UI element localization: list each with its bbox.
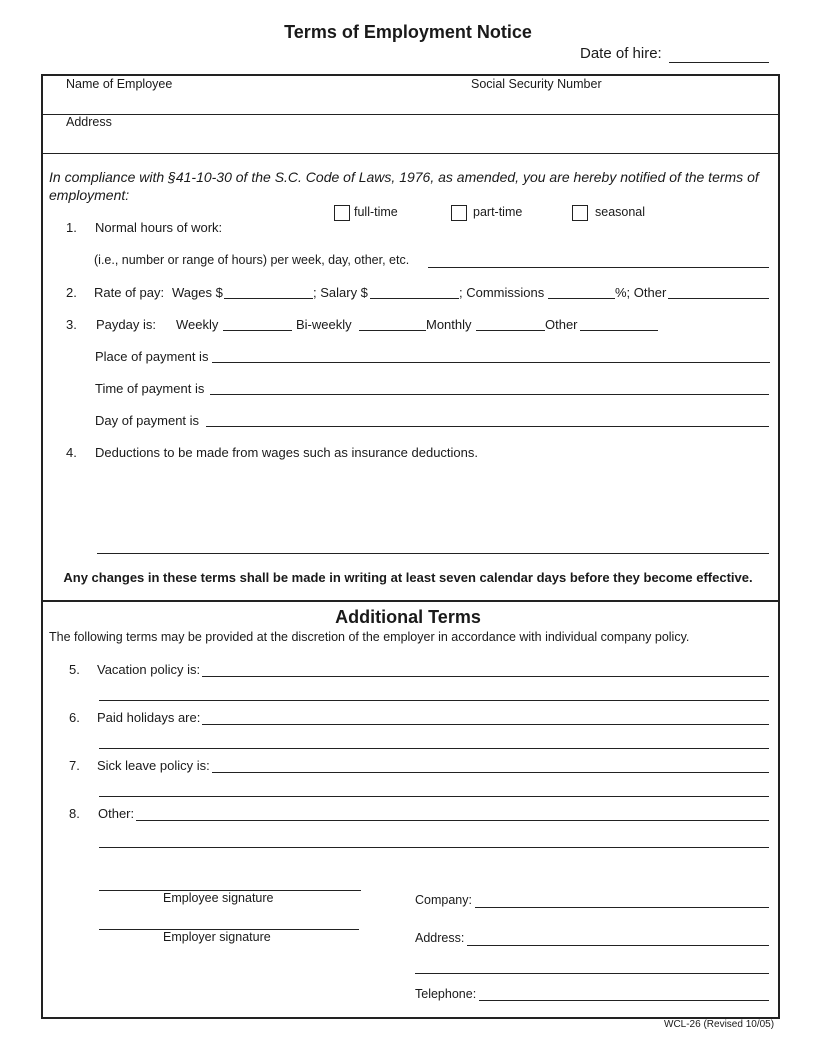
address-label: Address bbox=[66, 115, 112, 129]
seasonal-checkbox[interactable] bbox=[572, 205, 588, 221]
other-terms-field[interactable] bbox=[136, 820, 769, 821]
place-of-payment-field[interactable] bbox=[212, 362, 770, 363]
normal-hours-label: Normal hours of work: bbox=[95, 220, 223, 235]
item-number: 2. bbox=[66, 285, 77, 300]
rate-of-pay-label: Rate of pay: bbox=[94, 285, 165, 300]
compliance-text: In compliance with §41-10-30 of the S.C. Code of Laws, 1976, as amended, you are hereby notified of the terms of employment: bbox=[49, 169, 759, 203]
form-code: WCL-26 (Revised 10/05) bbox=[664, 1019, 775, 1030]
pay-other-field[interactable] bbox=[668, 298, 769, 299]
day-of-payment-field[interactable] bbox=[206, 426, 769, 427]
employer-signature-label: Employer signature bbox=[163, 930, 271, 944]
item-number: 6. bbox=[69, 710, 80, 725]
seasonal-label: seasonal bbox=[595, 205, 646, 219]
commissions-field[interactable] bbox=[548, 298, 615, 299]
item-number: 4. bbox=[66, 445, 77, 460]
full-time-checkbox[interactable] bbox=[334, 205, 350, 221]
divider bbox=[43, 153, 778, 154]
payday-other-field[interactable] bbox=[580, 330, 658, 331]
salary-label: ; Salary $ bbox=[313, 285, 368, 300]
item-number: 3. bbox=[66, 317, 77, 332]
item-number: 7. bbox=[69, 758, 80, 773]
additional-terms-intro: The following terms may be provided at the discretion of the employer in accordance with individual company policy. bbox=[49, 630, 690, 644]
wages-field[interactable] bbox=[224, 298, 313, 299]
wages-label: Wages $ bbox=[172, 285, 223, 300]
sick-leave-field-2[interactable] bbox=[99, 796, 769, 797]
sick-leave-field[interactable] bbox=[212, 772, 769, 773]
weekly-label: Weekly bbox=[176, 317, 219, 332]
divider bbox=[43, 114, 778, 115]
employee-name-label: Name of Employee bbox=[66, 77, 173, 91]
employee-signature-label: Employee signature bbox=[163, 891, 274, 905]
ssn-label: Social Security Number bbox=[471, 77, 602, 91]
paid-holidays-label: Paid holidays are: bbox=[97, 710, 201, 725]
monthly-label: Monthly bbox=[426, 317, 472, 332]
item-number: 8. bbox=[69, 806, 80, 821]
paid-holidays-field-2[interactable] bbox=[99, 748, 769, 749]
deductions-label: Deductions to be made from wages such as insurance deductions. bbox=[95, 445, 478, 460]
time-of-payment-field[interactable] bbox=[210, 394, 769, 395]
telephone-label: Telephone: bbox=[415, 987, 477, 1001]
company-label: Company: bbox=[415, 893, 472, 907]
vacation-policy-field-2[interactable] bbox=[99, 700, 769, 701]
commissions-label: ; Commissions bbox=[459, 285, 545, 300]
salary-field[interactable] bbox=[370, 298, 459, 299]
changes-notice: Any changes in these terms shall be made in writing at least seven calendar days before they become effective. bbox=[63, 570, 753, 585]
item-number: 5. bbox=[69, 662, 80, 677]
section-divider bbox=[43, 600, 778, 602]
company-field[interactable] bbox=[475, 907, 769, 908]
weekly-field[interactable] bbox=[223, 330, 292, 331]
company-address-label: Address: bbox=[415, 931, 465, 945]
date-of-hire-label: Date of hire: bbox=[580, 45, 662, 62]
percent-other-label: %; Other bbox=[615, 285, 667, 300]
additional-terms-title: Additional Terms bbox=[335, 607, 481, 627]
sick-leave-label: Sick leave policy is: bbox=[97, 758, 210, 773]
vacation-policy-label: Vacation policy is: bbox=[97, 662, 201, 677]
time-of-payment-label: Time of payment is bbox=[95, 381, 205, 396]
deductions-field[interactable] bbox=[97, 553, 769, 554]
company-address-field[interactable] bbox=[467, 945, 769, 946]
place-of-payment-label: Place of payment is bbox=[95, 349, 209, 364]
biweekly-field[interactable] bbox=[359, 330, 426, 331]
page-title: Terms of Employment Notice bbox=[284, 22, 532, 42]
item-number: 1. bbox=[66, 220, 77, 235]
paid-holidays-field[interactable] bbox=[202, 724, 769, 725]
payday-label: Payday is: bbox=[96, 317, 156, 332]
monthly-field[interactable] bbox=[476, 330, 545, 331]
part-time-checkbox[interactable] bbox=[451, 205, 467, 221]
vacation-policy-field[interactable] bbox=[202, 676, 769, 677]
payday-other-label: Other bbox=[545, 317, 578, 332]
day-of-payment-label: Day of payment is bbox=[95, 413, 200, 428]
other-terms-field-2[interactable] bbox=[99, 847, 769, 848]
part-time-label: part-time bbox=[473, 205, 523, 219]
hours-hint: (i.e., number or range of hours) per week, day, other, etc. bbox=[94, 253, 410, 267]
hours-field[interactable] bbox=[428, 267, 769, 268]
date-of-hire-field[interactable] bbox=[669, 62, 769, 63]
company-address-field-2[interactable] bbox=[415, 973, 769, 974]
biweekly-label: Bi-weekly bbox=[296, 317, 352, 332]
other-terms-label: Other: bbox=[98, 806, 135, 821]
full-time-label: full-time bbox=[354, 205, 398, 219]
telephone-field[interactable] bbox=[479, 1000, 769, 1001]
form-border bbox=[41, 74, 780, 1019]
